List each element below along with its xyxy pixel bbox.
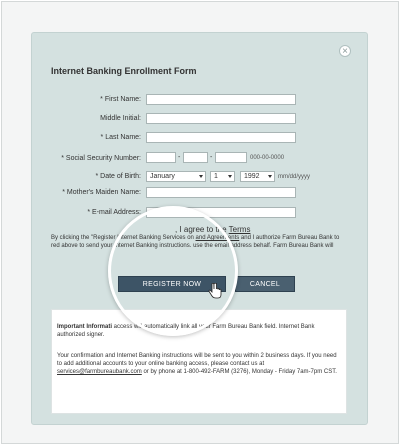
agreements-link[interactable]: and Agreements: [195, 235, 240, 241]
info-paragraph-1: Important Informati access will automatically link all your Farm Bureau Bank field. Internet Bank authorized signer.: [57, 324, 315, 338]
ssn-dash: -: [178, 154, 181, 161]
chevron-down-icon: [268, 175, 272, 178]
maiden-name-field[interactable]: [146, 187, 296, 198]
form-title: Internet Banking Enrollment Form: [51, 66, 197, 76]
agreement-line: , I agree to the Terms: [175, 225, 251, 234]
ssn-part3-field[interactable]: [215, 152, 247, 163]
ssn-label: * Social Security Number:: [61, 155, 141, 162]
dob-month-select[interactable]: January: [146, 171, 206, 182]
ssn-dash: -: [210, 154, 213, 161]
agreement-disclaimer: By clicking the "Register Internet Banking Services on and Agreements and I authorize Farm Bureau Bank to red above to send your Internet Banking instructions. use the email address behalf. Farm Bureau Bank will: [51, 235, 340, 249]
middle-initial-field[interactable]: [146, 113, 296, 124]
first-name-field[interactable]: [146, 94, 296, 105]
last-name-field[interactable]: [146, 132, 296, 143]
dob-label: * Date of Birth:: [95, 173, 141, 180]
ssn-format-hint: 000-00-0000: [250, 155, 285, 161]
info-paragraph-2: Your confirmation and Internet Banking instructions will be sent to you within 2 business days. If you need to add additional accounts to your online banking access, please contact us at services@farmbureaubank.com or by phone at 1-800-492-FARM (3276), Monday - Friday 7am-7pm CST.: [57, 353, 337, 375]
email-link[interactable]: services@farmbureaubank.com: [57, 369, 142, 375]
chevron-down-icon: [228, 175, 232, 178]
email-field[interactable]: [146, 207, 296, 218]
dob-year-select[interactable]: 1992: [240, 171, 275, 182]
email-label: * E-mail Address:: [87, 209, 141, 216]
terms-link[interactable]: Terms: [228, 225, 251, 234]
important-info-box: [51, 309, 347, 414]
dob-format-hint: mm/dd/yyyy: [278, 174, 311, 180]
cancel-button[interactable]: CANCEL: [235, 276, 295, 292]
register-now-button[interactable]: REGISTER NOW: [118, 276, 226, 292]
first-name-label: * First Name:: [100, 96, 141, 103]
last-name-label: * Last Name:: [100, 134, 141, 141]
ssn-part2-field[interactable]: [183, 152, 208, 163]
close-icon[interactable]: ×: [339, 45, 351, 57]
hand-cursor-icon: [208, 283, 222, 299]
ssn-part1-field[interactable]: [146, 152, 176, 163]
middle-initial-label: Middle Initial:: [100, 115, 141, 122]
dob-day-select[interactable]: 1: [210, 171, 235, 182]
chevron-down-icon: [199, 175, 203, 178]
maiden-name-label: * Mother's Maiden Name:: [62, 189, 141, 196]
